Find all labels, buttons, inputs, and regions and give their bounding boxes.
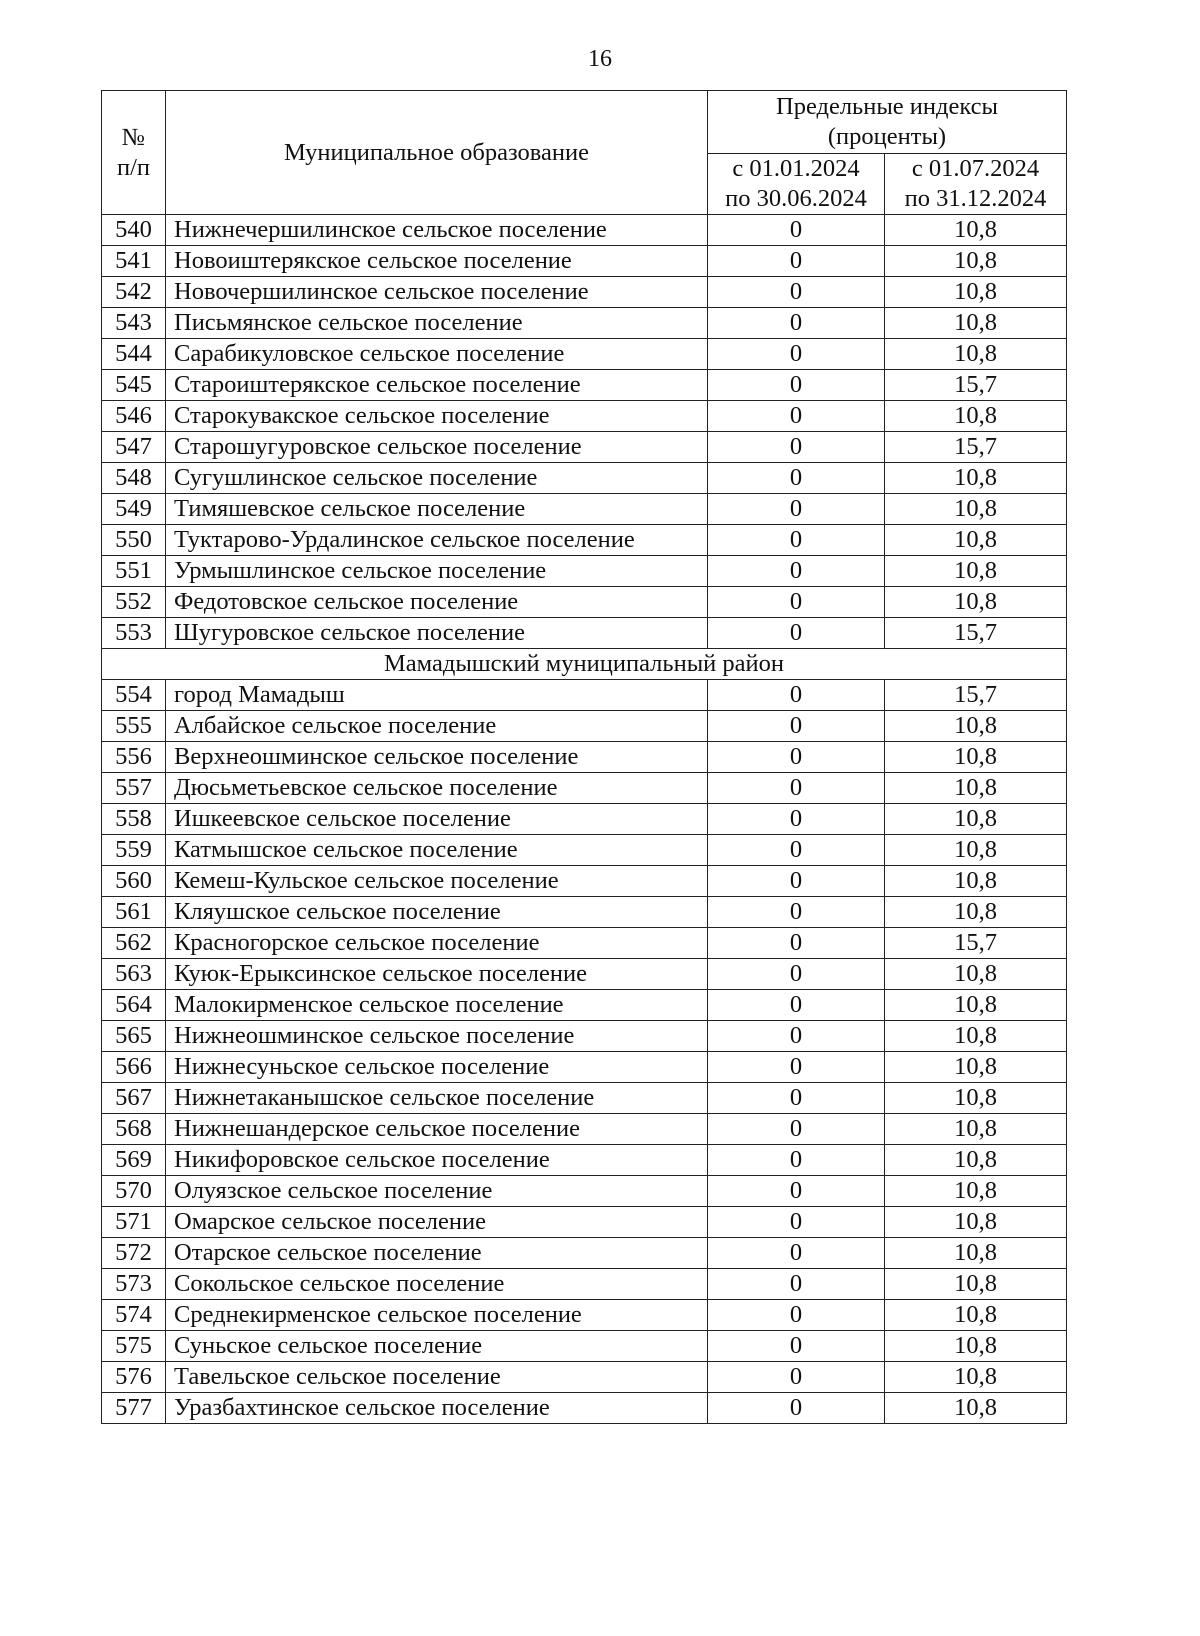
table-body xyxy=(102,215,1067,1424)
header-num-line1: № xyxy=(121,123,146,151)
municipality-name: Новоиштерякское сельское поселение xyxy=(166,246,708,277)
row-number: 544 xyxy=(102,339,166,370)
index-period-2: 15,7 xyxy=(885,370,1067,401)
municipality-name: Нижнечершилинское сельское поселение xyxy=(166,215,708,246)
header-indices-group xyxy=(708,91,1067,154)
table-row xyxy=(102,308,1067,339)
page-number: 16 xyxy=(588,46,612,72)
index-period-1: 0 xyxy=(708,339,885,370)
municipality-name: Красногорское сельское поселение xyxy=(166,928,708,959)
row-number: 572 xyxy=(102,1238,166,1269)
index-period-2: 10,8 xyxy=(885,556,1067,587)
index-period-2: 10,8 xyxy=(885,835,1067,866)
table-row xyxy=(102,1114,1067,1145)
table-row xyxy=(102,804,1067,835)
municipality-name: Федотовское сельское поселение xyxy=(166,587,708,618)
index-period-2: 10,8 xyxy=(885,1114,1067,1145)
index-period-2: 10,8 xyxy=(885,742,1067,773)
index-period-1: 0 xyxy=(708,1362,885,1393)
index-period-1: 0 xyxy=(708,1238,885,1269)
section-row xyxy=(102,649,1067,680)
index-period-1: 0 xyxy=(708,1300,885,1331)
index-period-2: 10,8 xyxy=(885,246,1067,277)
index-period-1: 0 xyxy=(708,1331,885,1362)
row-number: 567 xyxy=(102,1083,166,1114)
row-number: 560 xyxy=(102,866,166,897)
indices-table xyxy=(101,90,1067,1424)
row-number: 563 xyxy=(102,959,166,990)
table-row xyxy=(102,401,1067,432)
index-period-1: 0 xyxy=(708,432,885,463)
municipality-name: Дюсьметьевское сельское поселение xyxy=(166,773,708,804)
header-period-1-line2: по 30.06.2024 xyxy=(725,185,867,212)
row-number: 574 xyxy=(102,1300,166,1331)
index-period-1: 0 xyxy=(708,835,885,866)
row-number: 540 xyxy=(102,215,166,246)
index-period-1: 0 xyxy=(708,1114,885,1145)
header-period-2-line1: с 01.07.2024 xyxy=(911,155,1040,182)
row-number: 557 xyxy=(102,773,166,804)
municipality-name: Верхнеошминское сельское поселение xyxy=(166,742,708,773)
index-period-1: 0 xyxy=(708,1145,885,1176)
index-period-2: 15,7 xyxy=(885,928,1067,959)
municipality-name: Старокувакское сельское поселение xyxy=(166,401,708,432)
row-number: 543 xyxy=(102,308,166,339)
row-number: 562 xyxy=(102,928,166,959)
index-period-2: 10,8 xyxy=(885,339,1067,370)
row-number: 548 xyxy=(102,463,166,494)
table-row xyxy=(102,277,1067,308)
index-period-2: 10,8 xyxy=(885,866,1067,897)
index-period-1: 0 xyxy=(708,525,885,556)
municipality-name: Омарское сельское поселение xyxy=(166,1207,708,1238)
table-row xyxy=(102,432,1067,463)
index-period-2: 10,8 xyxy=(885,1300,1067,1331)
municipality-name: Малокирменское сельское поселение xyxy=(166,990,708,1021)
header-period-1 xyxy=(708,154,885,215)
index-period-2: 10,8 xyxy=(885,494,1067,525)
index-period-2: 10,8 xyxy=(885,1331,1067,1362)
index-period-2: 10,8 xyxy=(885,1238,1067,1269)
row-number: 541 xyxy=(102,246,166,277)
municipality-name: Урмышлинское сельское поселение xyxy=(166,556,708,587)
municipality-name: Нижнешандерское сельское поселение xyxy=(166,1114,708,1145)
table-row xyxy=(102,1207,1067,1238)
index-period-2: 10,8 xyxy=(885,1021,1067,1052)
index-period-2: 10,8 xyxy=(885,990,1067,1021)
table-row xyxy=(102,1300,1067,1331)
municipality-name: Старошугуровское сельское поселение xyxy=(166,432,708,463)
index-period-1: 0 xyxy=(708,742,885,773)
table-row xyxy=(102,215,1067,246)
index-period-1: 0 xyxy=(708,866,885,897)
row-number: 558 xyxy=(102,804,166,835)
index-period-1: 0 xyxy=(708,1176,885,1207)
table-row xyxy=(102,587,1067,618)
row-number: 554 xyxy=(102,680,166,711)
index-period-2: 10,8 xyxy=(885,308,1067,339)
table-row xyxy=(102,897,1067,928)
index-period-1: 0 xyxy=(708,959,885,990)
municipality-name: Шугуровское сельское поселение xyxy=(166,618,708,649)
table-header xyxy=(102,91,1067,215)
table-row xyxy=(102,1052,1067,1083)
table-row xyxy=(102,556,1067,587)
row-number: 577 xyxy=(102,1393,166,1424)
row-number: 568 xyxy=(102,1114,166,1145)
index-period-2: 10,8 xyxy=(885,1083,1067,1114)
row-number: 564 xyxy=(102,990,166,1021)
index-period-1: 0 xyxy=(708,1269,885,1300)
row-number: 545 xyxy=(102,370,166,401)
municipality-name: Олуязское сельское поселение xyxy=(166,1176,708,1207)
row-number: 551 xyxy=(102,556,166,587)
municipality-name: Среднекирменское сельское поселение xyxy=(166,1300,708,1331)
table-row xyxy=(102,1269,1067,1300)
table-row xyxy=(102,1331,1067,1362)
index-period-2: 10,8 xyxy=(885,401,1067,432)
municipality-name: Сарабикуловское сельское поселение xyxy=(166,339,708,370)
table-row xyxy=(102,1238,1067,1269)
table-row xyxy=(102,1393,1067,1424)
index-period-1: 0 xyxy=(708,277,885,308)
index-period-2: 10,8 xyxy=(885,1052,1067,1083)
municipality-name: Суньское сельское поселение xyxy=(166,1331,708,1362)
index-period-2: 10,8 xyxy=(885,804,1067,835)
index-period-1: 0 xyxy=(708,401,885,432)
row-number: 565 xyxy=(102,1021,166,1052)
municipality-name: Ишкеевское сельское поселение xyxy=(166,804,708,835)
header-num-line2: п/п xyxy=(116,153,151,181)
header-period-2 xyxy=(885,154,1067,215)
row-number: 549 xyxy=(102,494,166,525)
municipality-name: Сугушлинское сельское поселение xyxy=(166,463,708,494)
index-period-2: 10,8 xyxy=(885,711,1067,742)
index-period-1: 0 xyxy=(708,463,885,494)
municipality-name: Отарское сельское поселение xyxy=(166,1238,708,1269)
index-period-1: 0 xyxy=(708,1021,885,1052)
municipality-name: Никифоровское сельское поселение xyxy=(166,1145,708,1176)
index-period-1: 0 xyxy=(708,215,885,246)
row-number: 570 xyxy=(102,1176,166,1207)
index-period-1: 0 xyxy=(708,804,885,835)
table-row xyxy=(102,680,1067,711)
index-period-2: 10,8 xyxy=(885,773,1067,804)
index-period-2: 10,8 xyxy=(885,1393,1067,1424)
table-row xyxy=(102,990,1067,1021)
index-period-1: 0 xyxy=(708,990,885,1021)
index-period-1: 0 xyxy=(708,308,885,339)
index-period-1: 0 xyxy=(708,928,885,959)
row-number: 547 xyxy=(102,432,166,463)
index-period-1: 0 xyxy=(708,370,885,401)
header-indices-line2: (проценты) xyxy=(827,123,947,150)
table-row xyxy=(102,618,1067,649)
index-period-1: 0 xyxy=(708,1083,885,1114)
table-row xyxy=(102,928,1067,959)
row-number: 575 xyxy=(102,1331,166,1362)
row-number: 561 xyxy=(102,897,166,928)
municipality-name: Тавельское сельское поселение xyxy=(166,1362,708,1393)
row-number: 569 xyxy=(102,1145,166,1176)
header-municipality: Муниципальное образование xyxy=(166,91,708,215)
table-row xyxy=(102,246,1067,277)
index-period-1: 0 xyxy=(708,1393,885,1424)
index-period-2: 15,7 xyxy=(885,618,1067,649)
table-row xyxy=(102,1083,1067,1114)
table-row xyxy=(102,370,1067,401)
header-num xyxy=(102,91,166,215)
municipality-name: Катмышское сельское поселение xyxy=(166,835,708,866)
index-period-2: 15,7 xyxy=(885,680,1067,711)
index-period-2: 10,8 xyxy=(885,1145,1067,1176)
municipality-name: Албайское сельское поселение xyxy=(166,711,708,742)
row-number: 550 xyxy=(102,525,166,556)
index-period-1: 0 xyxy=(708,897,885,928)
index-period-1: 0 xyxy=(708,587,885,618)
municipality-name: Нижнеошминское сельское поселение xyxy=(166,1021,708,1052)
row-number: 576 xyxy=(102,1362,166,1393)
row-number: 555 xyxy=(102,711,166,742)
index-period-1: 0 xyxy=(708,1207,885,1238)
municipality-name: Тимяшевское сельское поселение xyxy=(166,494,708,525)
row-number: 566 xyxy=(102,1052,166,1083)
row-number: 556 xyxy=(102,742,166,773)
table-row xyxy=(102,1021,1067,1052)
table-row xyxy=(102,711,1067,742)
header-period-1-line1: с 01.01.2024 xyxy=(732,155,860,182)
row-number: 552 xyxy=(102,587,166,618)
table-row xyxy=(102,463,1067,494)
row-number: 542 xyxy=(102,277,166,308)
municipality-name: город Мамадыш xyxy=(166,680,708,711)
index-period-2: 10,8 xyxy=(885,959,1067,990)
index-period-2: 10,8 xyxy=(885,1269,1067,1300)
index-period-1: 0 xyxy=(708,1052,885,1083)
municipality-name: Письмянское сельское поселение xyxy=(166,308,708,339)
municipality-name: Кляушское сельское поселение xyxy=(166,897,708,928)
municipality-name: Кемеш-Кульское сельское поселение xyxy=(166,866,708,897)
table-row xyxy=(102,494,1067,525)
table-row xyxy=(102,1362,1067,1393)
index-period-2: 10,8 xyxy=(885,525,1067,556)
index-period-2: 15,7 xyxy=(885,432,1067,463)
municipality-name: Сокольское сельское поселение xyxy=(166,1269,708,1300)
index-period-1: 0 xyxy=(708,556,885,587)
index-period-2: 10,8 xyxy=(885,1362,1067,1393)
table-row xyxy=(102,866,1067,897)
row-number: 571 xyxy=(102,1207,166,1238)
index-period-2: 10,8 xyxy=(885,897,1067,928)
index-period-2: 10,8 xyxy=(885,215,1067,246)
table-row xyxy=(102,1176,1067,1207)
table-row xyxy=(102,339,1067,370)
row-number: 553 xyxy=(102,618,166,649)
index-period-1: 0 xyxy=(708,711,885,742)
index-period-1: 0 xyxy=(708,773,885,804)
municipality-name: Туктарово-Урдалинское сельское поселение xyxy=(166,525,708,556)
header-period-2-line2: по 31.12.2024 xyxy=(904,185,1047,212)
row-number: 573 xyxy=(102,1269,166,1300)
index-period-1: 0 xyxy=(708,494,885,525)
municipality-name: Куюк-Ерыксинское сельское поселение xyxy=(166,959,708,990)
index-period-2: 10,8 xyxy=(885,1207,1067,1238)
table-row xyxy=(102,742,1067,773)
municipality-name: Староиштерякское сельское поселение xyxy=(166,370,708,401)
municipality-name: Нижнесуньское сельское поселение xyxy=(166,1052,708,1083)
index-period-2: 10,8 xyxy=(885,277,1067,308)
table-row xyxy=(102,1145,1067,1176)
index-period-1: 0 xyxy=(708,680,885,711)
section-title: Мамадышский муниципальный район xyxy=(102,649,1067,680)
row-number: 546 xyxy=(102,401,166,432)
header-indices-line1: Предельные индексы xyxy=(776,93,998,120)
index-period-1: 0 xyxy=(708,618,885,649)
table-row xyxy=(102,525,1067,556)
municipality-name: Уразбахтинское сельское поселение xyxy=(166,1393,708,1424)
table-row xyxy=(102,835,1067,866)
municipality-name: Новочершилинское сельское поселение xyxy=(166,277,708,308)
table-row xyxy=(102,773,1067,804)
index-period-2: 10,8 xyxy=(885,587,1067,618)
table-row xyxy=(102,959,1067,990)
index-period-2: 10,8 xyxy=(885,1176,1067,1207)
municipality-name: Нижнетаканышское сельское поселение xyxy=(166,1083,708,1114)
row-number: 559 xyxy=(102,835,166,866)
index-period-2: 10,8 xyxy=(885,463,1067,494)
index-period-1: 0 xyxy=(708,246,885,277)
